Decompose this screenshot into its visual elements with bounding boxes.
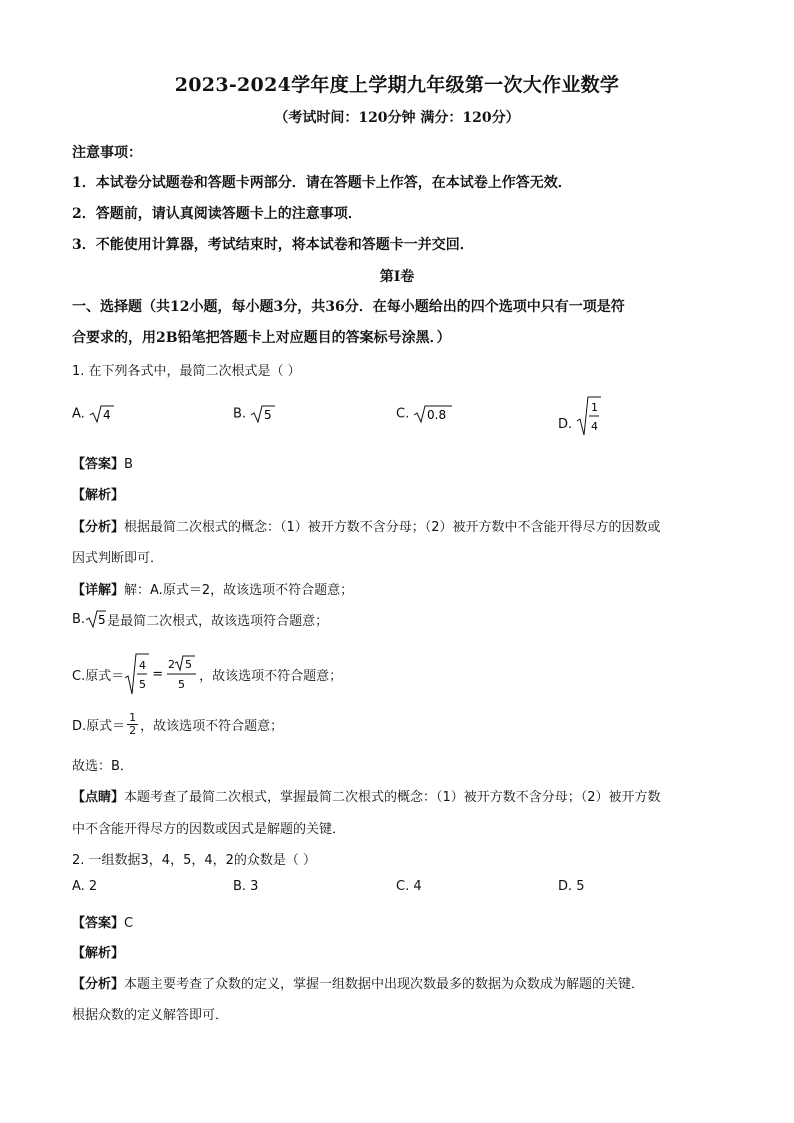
q1-answer: [72, 453, 133, 472]
radicand: 5: [98, 613, 106, 627]
fenxi-text: 本题主要考查了众数的定义，掌握一组数据中出现次数最多的数据为众数成为解题的关键．: [124, 977, 645, 992]
section-instructions: 合要求的，用2B铅笔把答题卡上对应题目的答案标号涂黑．）: [72, 330, 451, 346]
option-label: C.: [396, 406, 410, 422]
answer-tag: 【答案】: [72, 916, 125, 931]
dianjing-text: 本题考查了最简二次根式，掌握最简二次根式的概念：（1）被开方数不含分母；（2）被开方数: [124, 790, 661, 805]
fraction-numerator: 1: [591, 401, 599, 414]
detail-text: ，故该选项不符合题意；: [199, 668, 343, 684]
page-title: 2023-2024学年度上学期九年级第一次大作业数学: [174, 74, 620, 96]
exam-info: （考试时间：120分钟 满分：120分）: [274, 110, 520, 126]
q1-option-b: [233, 404, 276, 424]
radicand: 4: [102, 408, 111, 422]
answer-value: B: [124, 457, 133, 472]
q2-option-c: C. 4: [396, 879, 422, 894]
note-item: 3．不能使用计算器，考试结束时，将本试卷和答题卡一并交回．: [72, 237, 474, 253]
q1-detail-a: [72, 579, 353, 598]
q1-dianjing: [72, 786, 661, 805]
radicand: 5: [264, 408, 272, 422]
sqrt-icon: [124, 652, 150, 696]
q1-fenxi-cont: 因式判断即可．: [72, 551, 164, 566]
answer-tag: 【答案】: [72, 457, 125, 472]
detail-text: ，故该选项不符合题意；: [140, 719, 284, 734]
fraction-denominator: 2: [129, 724, 137, 737]
detail-text: 是最简二次根式，故该选项符合题意；: [107, 613, 329, 629]
q1-detail-d: [72, 712, 283, 737]
q2-fenxi-cont: 根据众数的定义解答即可．: [72, 1008, 229, 1023]
fraction-icon: [165, 652, 199, 696]
q1-analysis-heading: [72, 484, 124, 503]
fraction-denominator: 4: [591, 420, 599, 433]
detail-prefix: B.: [72, 611, 86, 627]
detail-text: 解：A.原式＝2，故该选项不符合题意；: [124, 583, 354, 598]
q2-option-b: B. 3: [233, 879, 259, 894]
q2-option-d: D. 5: [558, 879, 585, 894]
fenxi-tag: 【分析】: [72, 520, 125, 535]
notes-heading: 注意事项：: [72, 145, 142, 161]
q1-option-c: [396, 404, 453, 424]
fraction: [127, 712, 138, 737]
question-1-stem: 1. 在下列各式中，最简二次根式是（ ）: [72, 364, 301, 379]
q1-dianjing-cont: 中不含能开得尽方的因数或因式是解题的关键．: [72, 822, 346, 837]
sqrt-icon: [85, 609, 107, 629]
radicand: 0.8: [427, 408, 447, 422]
q2-answer: [72, 912, 133, 931]
q1-detail-b: [72, 609, 328, 629]
detail-tag: 【详解】: [72, 583, 125, 598]
fraction-numerator: 1: [129, 711, 137, 724]
note-item: 1．本试卷分试题卷和答题卡两部分．请在答题卡上作答，在本试卷上作答无效．: [72, 175, 572, 191]
fenxi-tag: 【分析】: [72, 977, 125, 992]
note-item: 2．答题前，请认真阅读答题卡上的注意事项．: [72, 206, 362, 222]
question-2-stem: 2. 一组数据3，4，5，4，2的众数是（ ）: [72, 853, 317, 868]
fraction-denominator: 5: [139, 678, 147, 691]
equals-sign: =: [152, 666, 164, 682]
detail-prefix: D.原式＝: [72, 719, 126, 734]
q1-choice: 故选：B．: [72, 759, 133, 774]
sqrt-icon: [413, 404, 453, 424]
fraction-coef: 2: [168, 658, 176, 671]
analysis-tag: 【解析】: [72, 946, 125, 961]
answer-value: C: [124, 916, 134, 931]
analysis-tag: 【解析】: [72, 488, 125, 503]
q1-option-a: [72, 404, 115, 424]
q1-fenxi: [72, 516, 661, 535]
fraction-denominator: 5: [178, 678, 186, 691]
sqrt-icon: [89, 404, 115, 424]
section-instructions: 一、选择题（共12小题，每小题3分，共36分．在每小题给出的四个选项中只有一项是符: [72, 299, 625, 315]
option-label: D.: [558, 416, 573, 432]
sqrt-icon: [576, 395, 602, 437]
option-label: B.: [233, 406, 247, 422]
fenxi-text: 根据最简二次根式的概念：（1）被开方数不含分母；（2）被开方数中不含能开得尽方的因数或: [124, 520, 661, 535]
dianjing-tag: 【点睛】: [72, 790, 125, 805]
detail-prefix: C.原式＝: [72, 668, 125, 684]
sqrt-icon: [250, 404, 276, 424]
q2-option-a: A. 2: [72, 879, 98, 894]
q1-detail-c: [72, 652, 342, 696]
fraction-numerator: 4: [139, 659, 147, 672]
q1-option-d: [558, 395, 602, 437]
q2-analysis-heading: [72, 942, 124, 961]
q2-fenxi: [72, 973, 644, 992]
fraction-radicand: 5: [185, 658, 193, 671]
volume-heading: 第Ⅰ卷: [379, 269, 415, 285]
option-label: A.: [72, 406, 85, 422]
